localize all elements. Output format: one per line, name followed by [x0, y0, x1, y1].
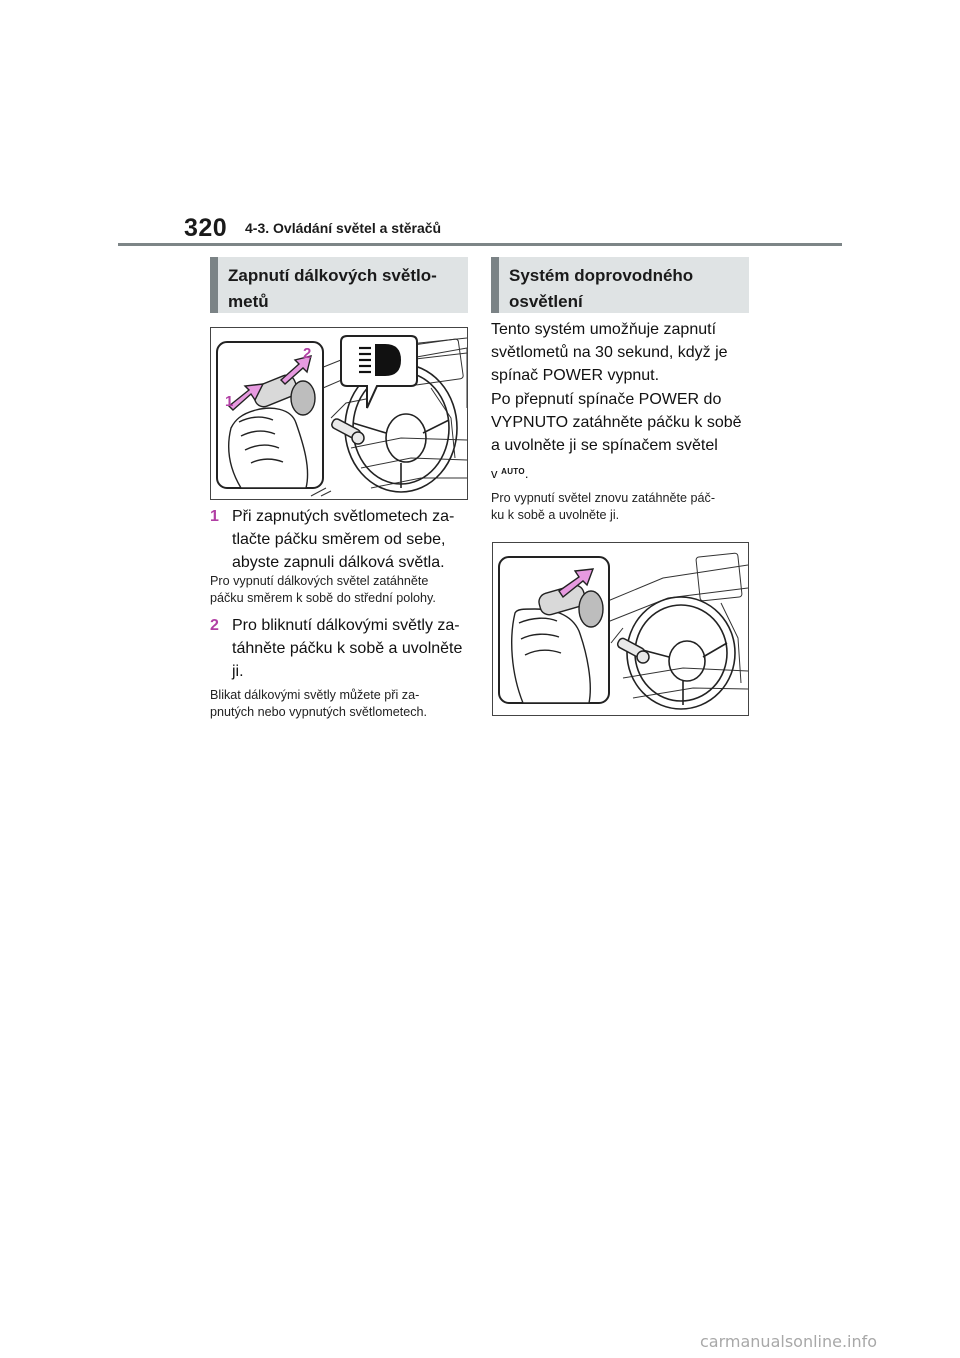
note-line: páčku směrem k sobě do střední polohy. — [210, 591, 436, 605]
heading-follow-me-lighting — [491, 257, 749, 313]
note-line: Pro vypnutí světel znovu zatáhněte páč- — [491, 491, 716, 505]
header-rule — [118, 243, 842, 246]
paragraph-line: spínač POWER vypnut. — [491, 367, 660, 384]
paragraph-line: Po přepnutí spínače POWER do — [491, 391, 722, 408]
step-line: Při zapnutých světlometech za- — [232, 508, 455, 525]
note-line: ku k sobě a uvolněte ji. — [491, 508, 620, 522]
auto-suffix: . — [524, 466, 529, 481]
note-lights-off — [491, 490, 715, 524]
section-label: 4-3. Ovládání světel a stěračů — [245, 220, 442, 236]
step-line: abyste zapnuli dálková světla. — [232, 554, 445, 571]
paragraph-auto-line — [491, 460, 528, 485]
heading-high-beam — [210, 257, 468, 313]
note-line: Blikat dálkovými světly můžete při za- — [210, 688, 420, 702]
paragraph-intro — [491, 318, 728, 387]
paragraph-procedure — [491, 388, 742, 457]
paragraph-line: Tento systém umožňuje zapnutí — [491, 321, 717, 338]
auto-prefix: v — [491, 466, 498, 481]
note-high-beam-off — [210, 573, 436, 607]
step-line: tlačte páčku směrem od sebe, — [232, 531, 446, 548]
paragraph-line: světlometů na 30 sekund, když je — [491, 344, 728, 361]
heading-line: Zapnutí dálkových světlo- — [228, 266, 437, 285]
figure-high-beam-lever — [210, 327, 468, 500]
note-line: Pro vypnutí dálkových světel zatáhněte — [210, 574, 429, 588]
figure-label-1: 1 — [225, 393, 234, 410]
figure-label-2: 2 — [303, 345, 312, 362]
paragraph-line: VYPNUTO zatáhněte páčku k sobě — [491, 414, 742, 431]
step-line: ji. — [232, 663, 244, 680]
auto-icon: AUTO — [501, 467, 525, 476]
step-line: Pro bliknutí dálkovými světly za- — [232, 617, 460, 634]
note-line: pnutých nebo vypnutých světlometech. — [210, 705, 428, 719]
heading-line: osvětlení — [509, 292, 583, 311]
heading-line: metů — [228, 292, 269, 311]
step-number: 2 — [210, 617, 219, 634]
step-2 — [210, 614, 472, 683]
paragraph-line: a uvolněte ji se spínačem světel — [491, 437, 718, 454]
note-flash — [210, 687, 427, 721]
step-1 — [210, 505, 472, 574]
watermark: carmanualsonline.info — [700, 1332, 878, 1351]
page-number: 320 — [184, 214, 228, 242]
step-line: táhněte páčku k sobě a uvolněte — [232, 640, 463, 657]
step-number: 1 — [210, 508, 219, 525]
lever-illustration — [211, 328, 467, 499]
lever-pull-illustration — [493, 543, 748, 715]
heading-line: Systém doprovodného — [509, 266, 694, 285]
figure-follow-me-lever — [492, 542, 749, 716]
